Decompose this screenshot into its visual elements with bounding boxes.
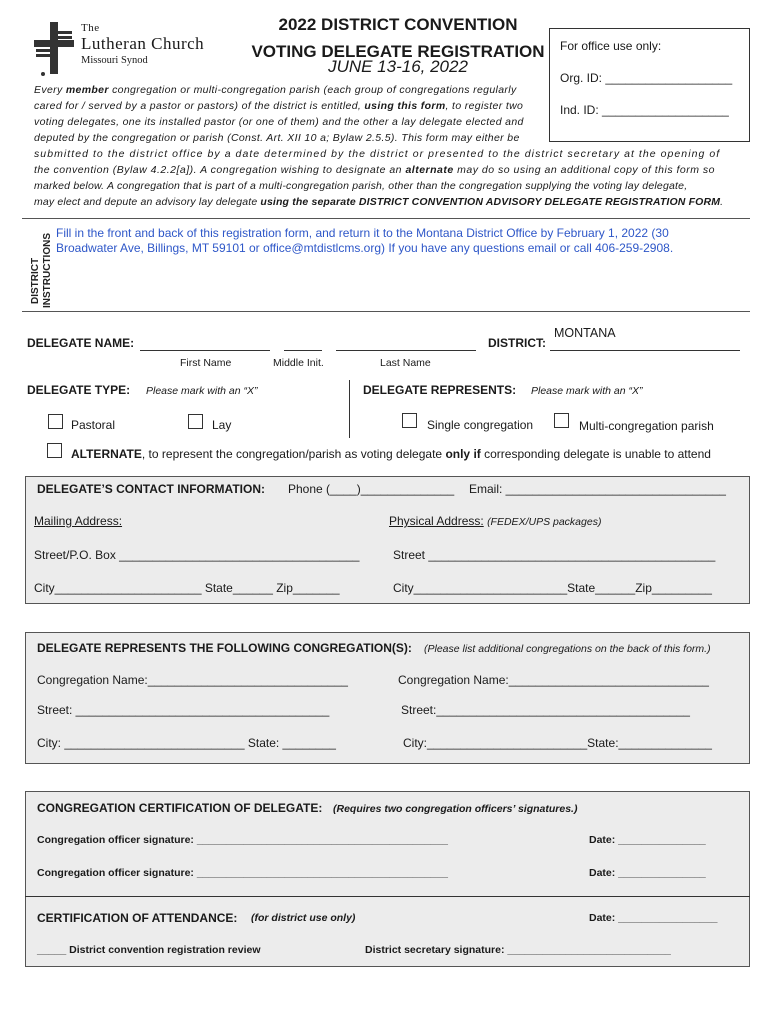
email-field[interactable]: Email: _________________________________ [469, 482, 726, 496]
office-heading: For office use only: [560, 39, 662, 53]
congregation-heading: DELEGATE REPRESENTS THE FOLLOWING CONGREGATION(S): [37, 641, 412, 655]
convention-date: JUNE 13-16, 2022 [328, 57, 468, 76]
intro-line-8: may elect and depute an advisory lay delegate using the separate DISTRICT CONVENTION ADVISORY DELEGATE REGISTRATION FORM. [34, 196, 724, 208]
instructions-label-bottom: INSTRUCTIONS [42, 233, 53, 308]
congregation-city-field-1[interactable]: City: ___________________________ State: ________ [37, 736, 336, 750]
logo-text-synod: Missouri Synod [81, 55, 148, 66]
middle-init-field[interactable] [284, 350, 322, 351]
cross-logo-icon [30, 20, 78, 78]
physical-city-field[interactable]: City_______________________State______Zip_________ [393, 581, 712, 595]
form-title [248, 14, 548, 62]
officer-date-field-1[interactable]: Date: _______________ [589, 834, 706, 846]
physical-address-text: Physical Address: [389, 514, 484, 528]
intro-line-6: the convention (Bylaw 4.2.2[a]). A congregation wishing to designate an alternate may do so using an additional copy of this form so [34, 164, 716, 176]
mailing-city-field[interactable]: City______________________ State______ Zip_______ [34, 581, 340, 595]
physical-street-field[interactable]: Street ___________________________________________ [393, 548, 716, 562]
logo-text-the: The [81, 22, 100, 34]
congregation-street-field-2[interactable]: Street:______________________________________ [401, 703, 690, 717]
registration-review-field[interactable]: _____ District convention registration review [37, 944, 261, 956]
delegate-represents-hint: Please mark with an “X” [531, 385, 643, 397]
multi-congregation-checkbox[interactable] [554, 413, 569, 428]
congregation-note: (Please list additional congregations on the back of this form.) [424, 643, 711, 655]
district-field[interactable] [550, 350, 740, 351]
office-use-box [549, 28, 750, 142]
instructions-side-label [25, 228, 55, 308]
last-name-field[interactable] [336, 350, 476, 351]
delegate-name-label: DELEGATE NAME: [27, 336, 135, 350]
certification-note: (Requires two congregation officers’ signatures.) [333, 803, 578, 815]
delegate-represents-label: DELEGATE REPRESENTS: [363, 383, 517, 397]
first-name-field[interactable] [140, 350, 270, 351]
intro-line-3: voting delegates, one its installed pastor (or one of them) and the other a lay delegate elected and [34, 116, 524, 128]
last-name-caption: Last Name [380, 357, 431, 369]
district-label: DISTRICT: [488, 336, 546, 350]
pastoral-checkbox[interactable] [48, 414, 63, 429]
certification-heading: CONGREGATION CERTIFICATION OF DELEGATE: [37, 801, 323, 815]
middle-init-caption: Middle Init. [273, 357, 324, 369]
instructions-label-top: DISTRICT [30, 257, 41, 304]
multi-congregation-label: Multi-congregation parish [579, 419, 714, 433]
first-name-caption: First Name [180, 357, 232, 369]
intro-line-1: Every member congregation or multi-congregation parish (each group of congregations regularly [34, 84, 517, 96]
type-divider [349, 380, 350, 438]
district-value: MONTANA [554, 326, 616, 340]
intro-line-4: deputed by the congregation or parish (Const. Art. XII 10 a; Bylaw 2.5.5). This form may either be [34, 132, 520, 144]
congregation-street-field-1[interactable]: Street: ______________________________________ [37, 703, 330, 717]
lay-label: Lay [212, 418, 232, 432]
mailing-address-label: Mailing Address: [34, 514, 123, 528]
attendance-date-field[interactable]: Date: _________________ [589, 912, 718, 924]
single-congregation-label: Single congregation [427, 418, 534, 432]
ind-id-field[interactable]: Ind. ID: ___________________ [560, 103, 729, 117]
physical-address-note: (FEDEX/UPS packages) [487, 516, 602, 528]
congregation-city-field-2[interactable]: City:________________________State:______________ [403, 736, 712, 750]
instructions-text: Fill in the front and back of this registration form, and return it to the Montana District Office by February 1, 2022 (30 Broadwater Ave, Billings, MT 59101 or office@mtdistlcms.org) If you have any questions email or call 406-259-2908. [56, 226, 674, 255]
officer-signature-field-2[interactable]: Congregation officer signature: ___________________________________________ [37, 867, 448, 879]
alternate-statement [71, 447, 711, 461]
single-congregation-checkbox[interactable] [402, 413, 417, 428]
title-line-1: 2022 DISTRICT CONVENTION [278, 15, 518, 34]
mailing-street-field[interactable]: Street/P.O. Box ____________________________________ [34, 548, 360, 562]
alternate-text-end: corresponding delegate is unable to attend [480, 447, 711, 461]
attendance-heading: CERTIFICATION OF ATTENDANCE: [37, 911, 238, 925]
alternate-keyword: ALTERNATE [71, 447, 142, 461]
congregation-name-field-2[interactable]: Congregation Name:______________________________ [398, 673, 709, 687]
intro-line-7: marked below. A congregation that is part of a multi-congregation parish, other than the congregation supplying the voting lay delegate, [34, 180, 688, 192]
lay-checkbox[interactable] [188, 414, 203, 429]
phone-field[interactable]: Phone (____)______________ [288, 482, 455, 496]
congregation-name-field-1[interactable]: Congregation Name:______________________________ [37, 673, 348, 687]
alternate-text: , to represent the congregation/parish as voting delegate [141, 447, 446, 461]
title-line-2: VOTING DELEGATE REGISTRATION [251, 42, 545, 61]
attendance-note: (for district use only) [251, 912, 356, 924]
officer-signature-field-1[interactable]: Congregation officer signature: ___________________________________________ [37, 834, 448, 846]
attendance-divider [25, 896, 750, 897]
secretary-signature-field[interactable]: District secretary signature: ____________________________ [365, 944, 671, 956]
physical-address-label [389, 514, 601, 528]
officer-date-field-2[interactable]: Date: _______________ [589, 867, 706, 879]
delegate-type-label: DELEGATE TYPE: [27, 383, 131, 397]
logo-text-name: Lutheran Church [81, 34, 205, 53]
contact-heading: DELEGATE’S CONTACT INFORMATION: [37, 482, 265, 496]
pastoral-label: Pastoral [71, 418, 116, 432]
alternate-only-if: only if [445, 447, 481, 461]
delegate-type-hint: Please mark with an “X” [146, 385, 258, 397]
intro-line-5: submitted to the district office by a date determined by the district or presented to the district secretary at the opening of [34, 148, 721, 160]
certification-section [25, 791, 750, 967]
org-id-field[interactable]: Org. ID: ___________________ [560, 71, 733, 85]
alternate-checkbox[interactable] [47, 443, 62, 458]
intro-line-2: cared for / served by a pastor or pastors) of the district is entitled, using this form, to register two [34, 100, 524, 112]
